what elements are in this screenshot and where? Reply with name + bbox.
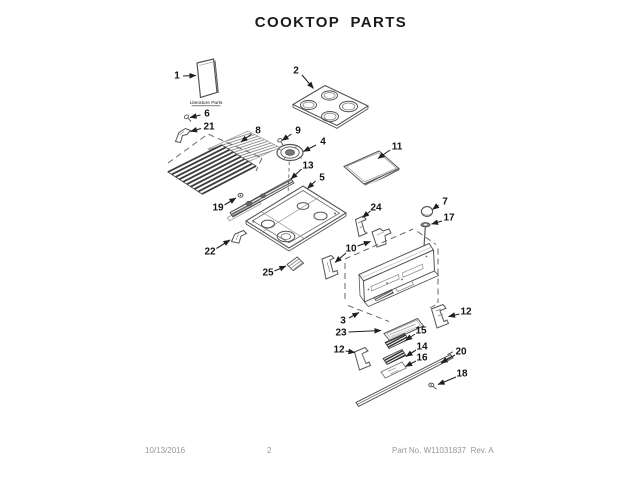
callout-number: 19 — [212, 202, 224, 214]
callout-number: 9 — [295, 125, 301, 137]
callout-number: 20 — [455, 346, 467, 358]
callout-number: 4 — [320, 136, 326, 148]
callout-2 — [293, 66, 313, 89]
callout-number: 2 — [293, 65, 299, 77]
callout-1 — [174, 71, 196, 82]
callout-number: 12 — [460, 306, 472, 318]
callout-5 — [308, 173, 326, 189]
callout-9 — [282, 126, 301, 141]
callout-number: 15 — [415, 325, 427, 337]
callout-12 — [333, 345, 355, 356]
callout-number: 18 — [456, 368, 468, 380]
callout-number: 25 — [262, 267, 274, 279]
footer-part-number: Part No. W11031837 Rev. A — [392, 446, 494, 455]
callout-12 — [449, 307, 472, 318]
callout-20 — [441, 347, 467, 364]
callout-6 — [190, 109, 210, 120]
callout-number: 24 — [370, 202, 382, 214]
plate-16-drawing — [381, 362, 406, 378]
callout-number: 17 — [443, 212, 455, 224]
callout-13 — [291, 161, 314, 180]
bracket-22-drawing — [232, 231, 247, 244]
callout-number: 1 — [174, 70, 180, 82]
callout-number: 8 — [255, 125, 261, 137]
callout-4 — [304, 137, 327, 152]
bracket-24-drawing — [356, 216, 368, 237]
callout-number: 7 — [442, 196, 448, 208]
screw-18-drawing — [429, 383, 437, 389]
bracket-21-drawing — [176, 129, 191, 143]
callout-number: 16 — [416, 352, 428, 364]
footer-date: 10/13/2016 — [145, 446, 186, 455]
plate-25-drawing — [287, 257, 304, 271]
callout-number: 11 — [391, 141, 403, 153]
callout-number: 6 — [204, 108, 210, 120]
page-title: COOKTOP PARTS — [254, 14, 408, 31]
callout-25 — [262, 266, 286, 279]
callout-number: 21 — [203, 121, 215, 133]
panel-11-drawing — [344, 151, 400, 186]
callout-21 — [191, 122, 215, 133]
rail-20-drawing — [356, 352, 453, 407]
literature-pack-drawing — [190, 59, 223, 106]
callout-11 — [378, 142, 403, 159]
glass-cooktop-drawing — [293, 86, 368, 129]
callout-number: 13 — [302, 160, 314, 172]
callout-10 — [335, 242, 371, 263]
literature-parts-label: Literature Parts — [189, 101, 223, 106]
callout-number: 3 — [340, 315, 346, 327]
callout-number: 10 — [345, 243, 357, 255]
knob-7-drawing — [421, 207, 432, 217]
callout-24 — [363, 203, 382, 218]
callout-number: 23 — [335, 327, 347, 339]
callout-22 — [204, 240, 230, 258]
callout-number: 14 — [416, 341, 428, 353]
bracket-12-left-drawing — [355, 348, 371, 371]
callout-number: 5 — [319, 172, 325, 184]
callout-17 — [432, 213, 455, 225]
callout-7 — [433, 197, 449, 210]
screw-6-drawing — [184, 114, 191, 121]
callout-number: 12 — [333, 344, 345, 356]
bracket-12-right-drawing — [432, 305, 449, 329]
manifold-box-drawing — [359, 244, 439, 307]
callout-18 — [438, 369, 468, 385]
bracket-10-right-drawing — [372, 229, 391, 248]
callout-3 — [340, 313, 359, 327]
footer-page-number: 2 — [267, 446, 272, 455]
bracket-10-left-drawing — [322, 256, 338, 280]
grate-assembly-drawing — [168, 131, 280, 194]
callout-23 — [335, 328, 381, 339]
callout-number: 22 — [204, 246, 216, 258]
